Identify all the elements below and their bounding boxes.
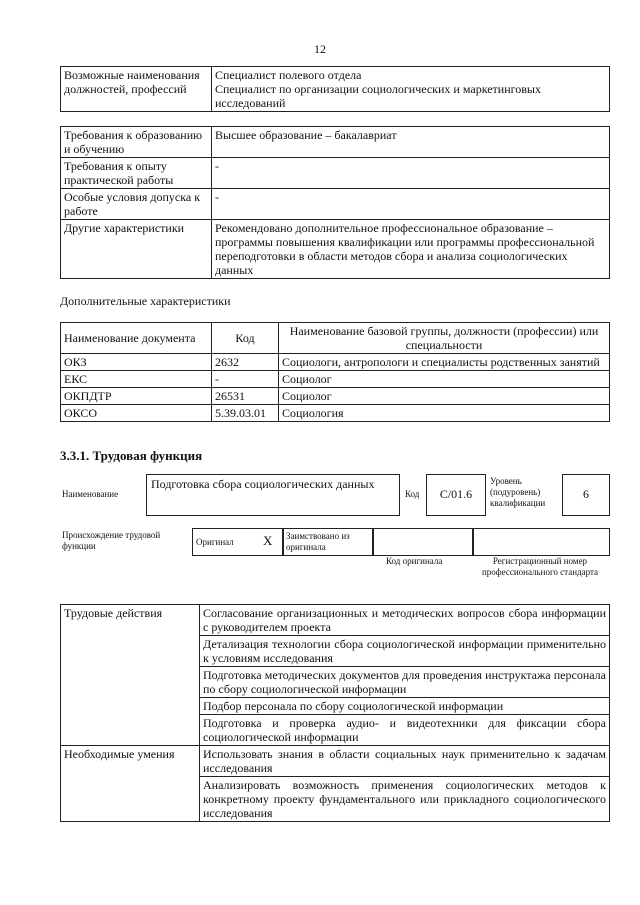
- requirement-value: -: [212, 189, 610, 220]
- origin-reg-caption: Регистрационный номер профессионального стандарта: [481, 556, 599, 577]
- skill-item: Использовать знания в области социальных наук применительно к задачам исследования: [200, 746, 610, 777]
- requirement-label: Особые условия допуска к работе: [61, 189, 212, 220]
- additional-cell: ОКСО: [61, 405, 212, 422]
- function-level-label: Уровень (подуровень) квалификации: [490, 476, 546, 508]
- position-item: Специалист по организации социологических и маркетинговых исследований: [215, 82, 541, 110]
- position-item: Специалист полевого отдела: [215, 68, 362, 82]
- skill-item: Анализировать возможность применения социологических методов к конкретному проекту фундаментального или прикладного социологического исследования: [200, 777, 610, 822]
- origin-label: Происхождение трудовой функции: [62, 530, 161, 551]
- requirement-value: -: [212, 158, 610, 189]
- additional-cell: ЕКС: [61, 371, 212, 388]
- origin-code-caption: Код оригинала: [386, 556, 443, 566]
- function-title: 3.3.1. Трудовая функция: [60, 448, 203, 463]
- additional-cell: 26531: [212, 388, 279, 405]
- action-item: Согласование организационных и методических вопросов сбора информации с руководителем проекта: [200, 605, 610, 636]
- skills-label: Необходимые умения: [61, 746, 200, 822]
- additional-cell: 5.39.03.01: [212, 405, 279, 422]
- requirement-label: Другие характеристики: [61, 220, 212, 279]
- positions-label: Возможные наименования должностей, профессий: [61, 67, 212, 112]
- additional-header: Наименование базовой группы, должности (профессии) или специальности: [279, 323, 610, 354]
- function-level-box: [562, 474, 610, 516]
- additional-cell: Социологи, антропологи и специалисты родственных занятий: [279, 354, 610, 371]
- function-code-box: [426, 474, 486, 516]
- requirement-label: Требования к опыту практической работы: [61, 158, 212, 189]
- origin-borrowed-label: Заимствовано из оригинала: [286, 531, 350, 552]
- additional-cell: 2632: [212, 354, 279, 371]
- additional-cell: Социология: [279, 405, 610, 422]
- additional-cell: Социолог: [279, 371, 610, 388]
- requirement-label: Требования к образованию и обучению: [61, 127, 212, 158]
- page-number: 12: [314, 42, 326, 56]
- action-item: Подготовка и проверка аудио- и видеотехники для фиксации сбора социологической информации: [200, 715, 610, 746]
- additional-title: Дополнительные характеристики: [60, 294, 231, 308]
- actions-label: Трудовые действия: [61, 605, 200, 746]
- function-name-label: Наименование: [62, 489, 119, 499]
- additional-cell: -: [212, 371, 279, 388]
- origin-original-label: Оригинал: [196, 537, 234, 547]
- origin-code-box: [372, 528, 474, 556]
- action-item: Подбор персонала по сбору социологической информации: [200, 698, 610, 715]
- origin-original-box: [192, 528, 284, 556]
- additional-header: Код: [212, 323, 279, 354]
- origin-borrowed-box: [282, 528, 374, 556]
- additional-header: Наименование документа: [61, 323, 212, 354]
- function-details-table: [60, 604, 610, 822]
- function-code-label: Код: [405, 489, 420, 499]
- action-item: Детализация технологии сбора социологической информации применительно к условиям исследования: [200, 636, 610, 667]
- additional-table: [60, 322, 610, 422]
- positions-values: [212, 67, 610, 112]
- positions-table: [60, 66, 610, 112]
- origin-reg-box: [472, 528, 610, 556]
- additional-cell: ОКЗ: [61, 354, 212, 371]
- requirement-value: Высшее образование – бакалавриат: [212, 127, 610, 158]
- additional-cell: ОКПДТР: [61, 388, 212, 405]
- additional-cell: Социолог: [279, 388, 610, 405]
- requirement-value: Рекомендовано дополнительное профессиональное образование – программы повышения квалификации или программы профессиональной переподготовки в области методов сбора и анализа социологических данных: [212, 220, 610, 279]
- function-name-value: Подготовка сбора социологических данных: [151, 477, 375, 491]
- requirements-table: [60, 126, 610, 279]
- action-item: Подготовка методических документов для проведения инструктажа персонала по сбору социологической информации: [200, 667, 610, 698]
- origin-original-mark: X: [263, 533, 273, 548]
- function-name-box: [146, 474, 400, 516]
- function-level-value: 6: [583, 487, 589, 501]
- function-code-value: C/01.6: [439, 487, 473, 501]
